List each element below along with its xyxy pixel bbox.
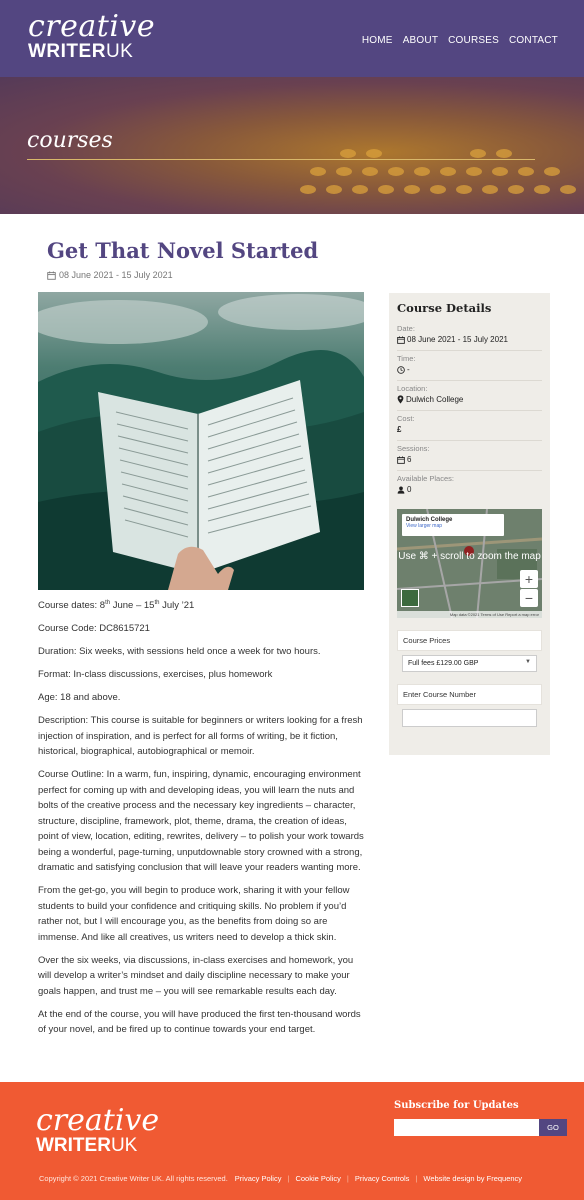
cookie-policy-link[interactable]: Cookie Policy xyxy=(295,1174,341,1183)
subscribe-email-input[interactable] xyxy=(394,1119,539,1136)
zoom-in-button[interactable]: + xyxy=(520,570,538,588)
map-place-name: Dulwich College xyxy=(406,517,453,523)
detail-sessions xyxy=(397,443,542,471)
age-text: Age: 18 and above. xyxy=(38,692,121,703)
six-weeks-text: Over the six weeks, via discussions, in-class exercises and homework, you will develop a writer’s mindset and daily discipline necessary to make your goals happen, and trust me – you will see remarkable results each day. xyxy=(38,954,354,997)
footer-logo[interactable] xyxy=(36,1103,160,1156)
detail-places-value: 0 xyxy=(407,485,412,494)
satellite-toggle[interactable] xyxy=(401,589,419,607)
detail-sessions-value: 6 xyxy=(407,455,412,464)
footer-logo-script: creative xyxy=(36,1103,160,1138)
course-prices-box xyxy=(397,630,542,651)
nav-courses[interactable]: COURSES xyxy=(448,35,499,46)
format-text: Format: In-class discussions, exercises, plus homework xyxy=(38,669,273,680)
logo-uk: UK xyxy=(105,41,134,62)
detail-time xyxy=(397,353,542,381)
footer-bottom-bar xyxy=(39,1174,522,1183)
course-date-text: 08 June 2021 - 15 July 2021 xyxy=(59,270,173,280)
nav-home[interactable]: HOME xyxy=(361,35,393,46)
location-map[interactable] xyxy=(397,509,542,618)
calendar-icon xyxy=(397,336,405,344)
privacy-controls-link[interactable]: Privacy Controls xyxy=(354,1174,410,1183)
price-select[interactable] xyxy=(402,655,537,672)
detail-time-label: Time: xyxy=(397,354,416,363)
clock-icon xyxy=(397,366,405,374)
price-selected-value: Full fees £129.00 GBP xyxy=(408,660,479,667)
map-zoom-hint: Use ⌘ + scroll to zoom the map xyxy=(398,551,541,562)
site-footer xyxy=(0,1082,584,1200)
detail-location-value: Dulwich College xyxy=(406,395,464,404)
detail-sessions-label: Sessions: xyxy=(397,444,430,453)
course-description xyxy=(38,598,366,1045)
course-number-input[interactable] xyxy=(402,709,537,727)
map-marker-icon xyxy=(397,395,404,404)
end-course-text: At the end of the course, you will have produced the first ten-thousand words of your novel, and be fired up to continue towards your end target. xyxy=(38,1008,361,1035)
description-text: Description: This course is suitable for beginners or writers looking for a fresh injection of inspiration, and is perfect for all forms of writing, be it fiction, historical, biographical, autobiographical or memoir. xyxy=(38,715,363,757)
logo-bold-text xyxy=(28,42,155,62)
detail-cost-value: £ xyxy=(397,425,402,434)
course-dates-text: Course dates: 8th June – 15th July ’21 xyxy=(38,599,195,611)
detail-date xyxy=(397,323,542,351)
map-attribution: Map data ©2021 Terms of Use Report a map error xyxy=(397,611,542,618)
course-code-text: Course Code: DC8615721 xyxy=(38,623,150,634)
privacy-policy-link[interactable]: Privacy Policy xyxy=(234,1174,282,1183)
subscribe-go-button[interactable]: GO xyxy=(539,1119,567,1136)
course-number-label: Enter Course Number xyxy=(403,690,476,699)
calendar-icon xyxy=(47,271,56,280)
detail-time-value: - xyxy=(407,365,410,374)
detail-location-label: Location: xyxy=(397,384,428,393)
course-prices-label: Course Prices xyxy=(403,636,451,645)
website-design-link[interactable]: Website design by Frequency xyxy=(423,1174,523,1183)
hero-divider xyxy=(27,159,535,160)
divider: | xyxy=(415,1174,418,1183)
calendar-icon xyxy=(397,456,405,464)
nav-contact[interactable]: CONTACT xyxy=(509,35,558,46)
divider: | xyxy=(287,1174,290,1183)
course-date xyxy=(47,270,173,280)
course-number-box xyxy=(397,684,542,705)
divider: | xyxy=(346,1174,349,1183)
chevron-down-icon: ▼ xyxy=(525,659,531,665)
detail-places-label: Available Places: xyxy=(397,474,454,483)
getgo-text: From the get-go, you will begin to produce work, sharing it with your fellow students to build your confidence and critiquing skills. No problem if you’d rather not, but I will encourage you, as the benefits from doing so are immense. And like all creatives, us writers need to develop a thick skin. xyxy=(38,885,350,943)
hero-title xyxy=(27,128,113,153)
page-title: Get That Novel Started xyxy=(47,238,319,263)
detail-date-value: 08 June 2021 - 15 July 2021 xyxy=(407,335,508,344)
course-image xyxy=(38,292,364,590)
copyright-text: Copyright © 2021 Creative Writer UK. All rights reserved. xyxy=(39,1174,228,1183)
view-larger-map-link[interactable]: View larger map xyxy=(406,523,443,529)
site-header xyxy=(0,0,584,77)
map-info-card xyxy=(402,514,504,536)
subscribe-title: Subscribe for Updates xyxy=(394,1100,519,1111)
duration-text: Duration: Six weeks, with sessions held once a week for two hours. xyxy=(38,646,321,657)
detail-places xyxy=(397,473,542,501)
hero-title-text: courses xyxy=(27,128,113,153)
main-nav xyxy=(362,35,558,46)
course-details-sidebar xyxy=(389,293,550,755)
nav-about[interactable]: ABOUT xyxy=(402,35,439,46)
open-book-image xyxy=(38,292,364,590)
typewriter-keys-decoration xyxy=(300,137,580,214)
detail-cost-label: Cost: xyxy=(397,414,415,423)
outline-text: Course Outline: In a warm, fun, inspiring, dynamic, encouraging environment perfect for coming up with and developing ideas, you will learn the nuts and bolts of the creative process and the necessary key ingredients – character, structure, discipline, framework, plot, theme, drama, the creation of ideas, point of view, location, editing, rewrites, delivery – to polish your work towards being a wonderful, page-turning, unputdownable story crowned with a strong, dramatic and satisfying conclusion that will leave your readers wanting more. xyxy=(38,769,364,873)
footer-logo-bold: WRITERUK xyxy=(36,1135,138,1156)
detail-date-label: Date: xyxy=(397,324,415,333)
detail-cost xyxy=(397,413,542,441)
detail-location xyxy=(397,383,542,411)
logo-script-text: creative xyxy=(28,9,156,44)
sidebar-title: Course Details xyxy=(397,301,492,315)
site-logo[interactable] xyxy=(28,9,156,62)
zoom-out-button[interactable]: − xyxy=(520,589,538,607)
user-icon xyxy=(397,486,405,494)
logo-writer: WRITER xyxy=(28,41,106,62)
